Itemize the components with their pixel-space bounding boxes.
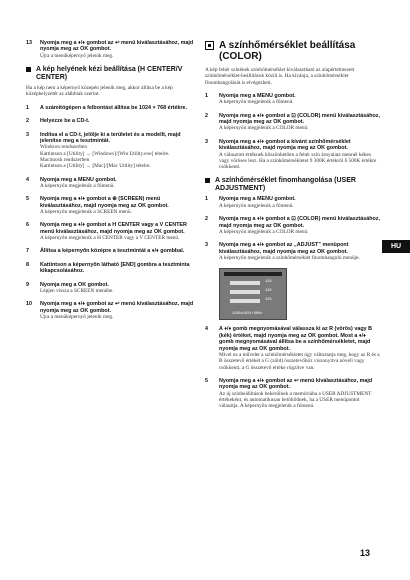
step (26, 262, 201, 275)
step-title: Nyomja meg a ♦/♦ gombot az „ADJUST” menüpont kiválasztásához, majd nyomja meg az OK gombot. (219, 242, 349, 255)
section-intro: Ha a kép nem a képernyő közepén jelenik meg, akkor állítsa be a kép középhelyzetét az alábbiak szerint. (26, 85, 173, 98)
step-number: 3 (205, 242, 208, 249)
step-number: 13 (26, 40, 32, 46)
step-desc: Újra a menüképernyő jelenik meg. (40, 314, 114, 321)
step-title: Helyezze be a CD-t. (40, 118, 90, 125)
step-title: Nyomja meg a MENU gombot. (219, 92, 296, 99)
step (26, 196, 201, 215)
step (205, 113, 380, 132)
step (26, 222, 201, 241)
page-number: 13 (360, 548, 371, 558)
step-title: Állítsa a képernyőn középre a tesztmintát a ♦/♦ gombbal. (40, 248, 185, 255)
step-title: Nyomja meg a ♦/♦ gombot a H CENTER vagy a V CENTER menü kiválasztásához, majd nyomja meg az OK gombot. (40, 222, 187, 235)
step-title: Nyomja meg a ♦/♦ gombot az ↩ menü kiválasztásához, majd nyomja meg az OK gombot. (219, 377, 373, 391)
osd-color-adjust-screenshot (219, 268, 287, 320)
osd-resolution: 1280x1024/60Hz (232, 312, 263, 317)
left-column (26, 40, 201, 327)
page-title (205, 40, 380, 62)
step-number: 9 (26, 281, 29, 288)
step-number: 10 (26, 301, 32, 308)
section-heading-text: A kép helyének kézi beállítása (H CENTER/V CENTER) (36, 66, 183, 82)
color-intro: A kép fehér színének színhőmérséklet kiválasztható az alapértelmezett színhőmérséklet-beállítások közül is. Ha kívánja, a színhőmérséklet finomhangolását is elvégezheti. (205, 67, 355, 86)
step-desc: A képernyőn megjelenik a színhőmérséklet finomhangoló menüje. (219, 255, 360, 262)
step-number: 1 (26, 104, 29, 111)
step-title: Nyomja meg a ♦/♦ gombot az ↩ menü kiválasztásához, majd nyomja meg az OK gombot. (40, 301, 194, 314)
osd-slider-b (230, 299, 260, 303)
step-title: Nyomja meg a ♦/♦ gombot a kívánt színhőmérséklet kiválasztásához, majd nyomja meg az OK gombot. (219, 138, 351, 152)
step (205, 139, 380, 171)
step-desc: Újra a menüképernyő jelenik meg. (40, 52, 114, 59)
step-desc: A képernyőn megjelenik a főmenü. (40, 182, 115, 189)
step-number: 5 (205, 377, 208, 384)
step-number: 2 (26, 118, 29, 125)
right-column (205, 40, 380, 417)
section-heading-text: A színhőmérséklet finomhangolása (USER ADJUSTMENT) (215, 177, 356, 193)
step (205, 378, 380, 410)
step-number: 8 (26, 261, 29, 268)
step-number: 2 (205, 216, 208, 223)
language-tab: HU (382, 240, 410, 253)
step (205, 93, 380, 106)
step-title: Nyomja meg a MENU gombot. (219, 196, 296, 203)
step-title: Nyomja meg a MENU gombot. (40, 176, 117, 183)
step (26, 301, 201, 320)
step-number: 7 (26, 248, 29, 255)
step-desc: Windows rendszerben Kattintson a [Utility] → [Windows]/[Win Utility.exe] tételre. Macintosh rendszerben Kattintson a [Utility] → [Mac]/[Mac Utility] tételre. (40, 144, 170, 170)
step-desc: A képernyőn megjelenik a H CENTER vagy a V CENTER menü. (40, 235, 180, 242)
osd-value-b: 128 (265, 298, 272, 303)
osd-slider-r (230, 281, 260, 285)
step-title: Nyomja meg a ♦/♦ gombot a ⊡ (COLOR) menü kiválasztásához, majd nyomja meg az OK gombot. (219, 112, 380, 125)
osd-menu-bar (224, 272, 282, 276)
step (26, 118, 201, 124)
left-step-list (26, 105, 201, 321)
osd-value-g: 128 (265, 289, 272, 294)
step (205, 326, 380, 371)
step-title: A számítógépen a felbontást állítsa be 1024 × 768 értékre. (40, 104, 188, 111)
step-title: Nyomja meg a ♦/♦ gombot az ↩ menü kiválasztásához, majd nyomja meg az OK gombot. (40, 40, 194, 53)
bullet-square-icon (26, 67, 31, 72)
step-desc: Mivel ez a művelet a színhőmérsékletet úgy változtatja meg, hogy az R és a B összetevő értékét a G (zöld) összetevőhöz viszonyítva növeli vagy csökkenti, a G összetevő értéke rögzítve van. (219, 351, 380, 371)
step-number: 6 (26, 222, 29, 229)
step-title: Nyomja meg a ♦/♦ gombot a ⊡ (COLOR) menü kiválasztásához, majd nyomja meg az OK gombot. (219, 216, 380, 229)
step (205, 216, 380, 235)
step-number: 1 (205, 196, 208, 203)
step (26, 248, 201, 254)
step-number: 1 (205, 92, 208, 99)
step-title: Nyomja meg a ♦/♦ gombot a ⊕ (SCREEN) menü kiválasztásához, majd nyomja meg az OK gombot. (40, 196, 169, 209)
step (26, 132, 201, 170)
step-desc: A képernyőn megjelenik a COLOR menü. (219, 125, 309, 132)
color-menu-icon (205, 41, 214, 50)
step-desc: A választott értéknek köszönhetően a fehér szín árnyalata mennél kékes vagy vöröses lesz. Ha a színhőmérsékletet 9 300K értékről 6 500K értékre csökkenti. (219, 151, 377, 171)
step (205, 196, 380, 209)
step-desc: A képernyőn megjelenik a SCREEN menü. (40, 209, 132, 216)
osd-value-r: 128 (265, 280, 272, 285)
step-desc: A képernyőn megjelenik a főmenü. (219, 202, 294, 209)
bullet-square-icon (205, 178, 210, 183)
step (26, 177, 201, 190)
step-number: 5 (26, 196, 29, 203)
step-title: Nyomja meg a OK gombot. (40, 281, 109, 288)
step (205, 242, 380, 261)
step-number: 4 (205, 326, 208, 333)
step-desc: Lépjen vissza a SCREEN menübe. (40, 288, 114, 295)
step (26, 282, 201, 295)
step-title: A ♦/♦ gomb megnyomásával válassza ki az R (vörös) vagy B (kék) értéket, majd nyomja meg az OK gombot. Most a ♦/♦ gomb megnyomásával állítsa be a színhőmérsékletet, majd nyomja meg az OK gombot. (219, 326, 373, 352)
step-number: 2 (205, 112, 208, 119)
section-heading-user-adjust (205, 177, 380, 193)
step-number: 4 (26, 176, 29, 183)
step-number: 3 (205, 138, 208, 145)
step-title: Indítsa el a CD-t, jelölje ki a területet és a modellt, majd jelenítse meg a tesztmintát. (40, 131, 181, 144)
step-desc: A képernyőn megjelenik a COLOR menü. (219, 228, 309, 235)
step-desc: A képernyőn megjelenik a főmenü. (219, 99, 294, 106)
step-number: 3 (26, 131, 29, 138)
step-desc: Az új színbeállítások bekerülnek a memóriába a USER ADJUSTMENT értékeként, és automatikusan betöltődnek, ha a USER menüpontot választja. A képernyőn megjelenik a főmenü. (219, 390, 372, 410)
osd-slider-g (230, 290, 260, 294)
step (26, 105, 201, 111)
step-13 (26, 40, 201, 59)
page-title-text: A színhőmérséklet beállítása (COLOR) (219, 40, 356, 62)
step-title: Kattintson a képernyőn látható [END] gombra a tesztminta kikapcsolásához. (40, 261, 190, 275)
section-heading-center (26, 66, 201, 82)
